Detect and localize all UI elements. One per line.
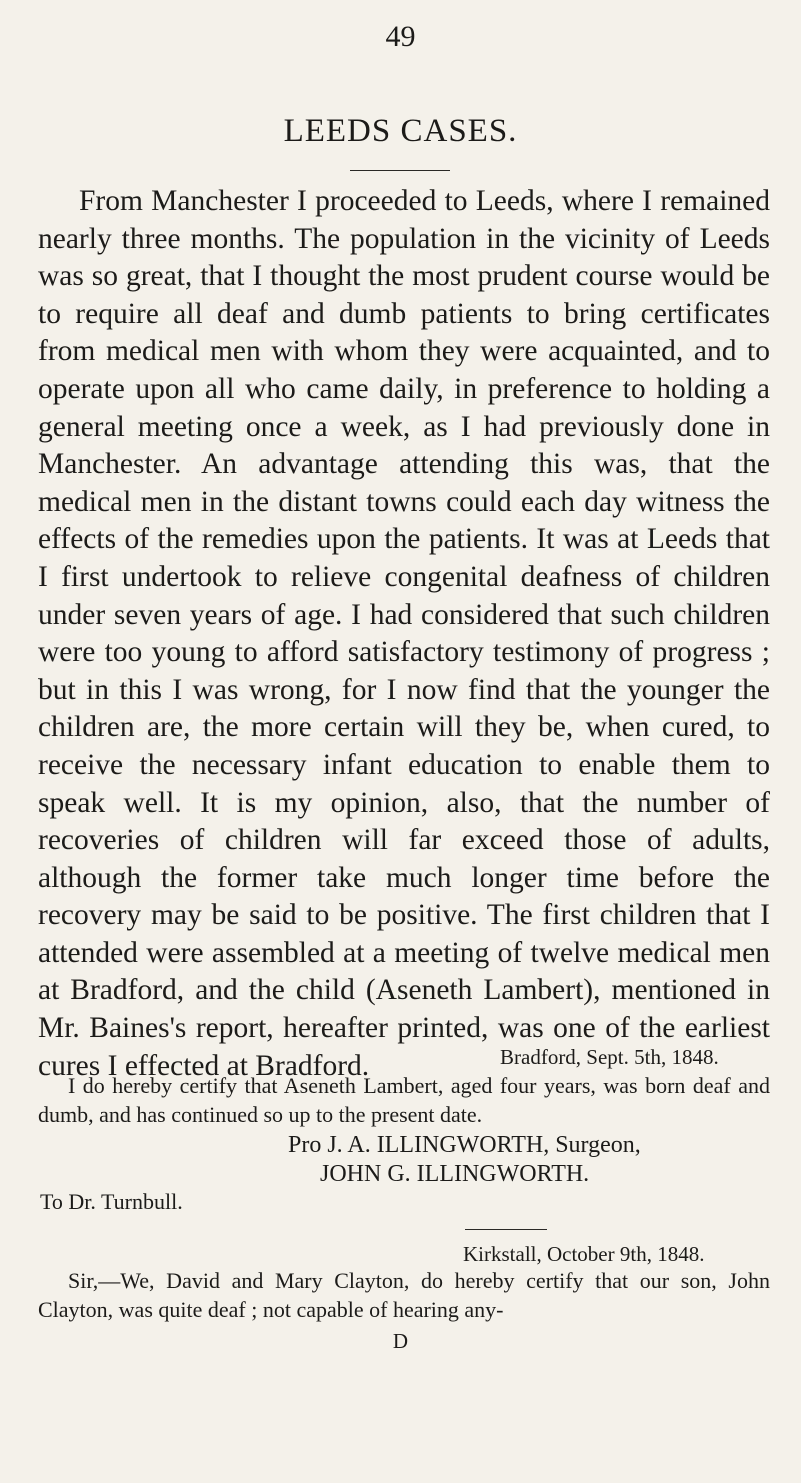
letter-date: Kirkstall, October 9th, 1848.	[463, 1242, 705, 1266]
main-paragraph: From Manchester I proceeded to Leeds, where I remained nearly three months. The population in the vicinity of Leeds was so great, that I thought the most prudent course would be to require all deaf and dumb patients to bring certificates from medical men with whom they were acquainted, and to operate upon all who came daily, in preference to holding a general meeting once a week, as I had previously done in Manchester. An advantage attending this was, that the medical men in the distant towns could each day witness the effects of the remedies upon the patients. It was at Leeds that I first undertook to relieve congenital deafness of children under seven years of age. I had considered that such children were too young to afford satisfactory testimony of progress ; but in this I was wrong, for I now find that the younger the children are, the more certain will they be, when cured, to receive the necessary infant education to enable them to speak well. It is my opinion, also, that the number of recoveries of children will far exceed those of adults, although the former take much longer time before the recovery may be said to be positive. The first children that I attended were assembled at a meeting of twelve medical men at Bradford, and the child (Aseneth Lambert), mentioned in Mr. Baines's report, hereafter printed, was one of the earliest cures I effected at Bradford.	[38, 185, 770, 1082]
section-divider	[465, 1229, 547, 1230]
certificate-signatory-2: JOHN G. ILLINGWORTH.	[320, 1161, 590, 1187]
page-number: 49	[385, 20, 416, 53]
certificate-signatory-1: Pro J. A. ILLINGWORTH, Surgeon,	[288, 1132, 641, 1158]
letter-text: Sir,—We, David and Mary Clayton, do hereby certify that our son, John Clayton, was quite deaf ; not capable of hearing any-	[38, 1268, 770, 1322]
certificate-text: I do hereby certify that Aseneth Lambert, aged four years, was born deaf and dumb, and has continued so up to the present date.	[38, 1073, 770, 1127]
title-divider	[350, 170, 450, 171]
page-title: LEEDS CASES.	[283, 113, 518, 149]
certificate-date: Bradford, Sept. 5th, 1848.	[500, 1045, 719, 1069]
signature-mark: D	[392, 1329, 409, 1353]
certificate-addressee: To Dr. Turnbull.	[40, 1189, 183, 1214]
